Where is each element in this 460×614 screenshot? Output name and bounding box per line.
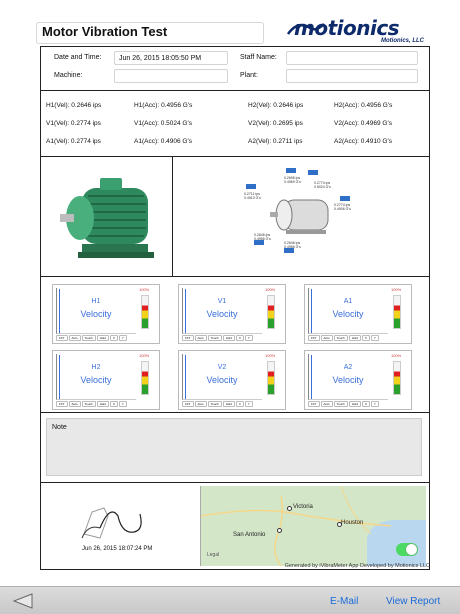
map-city: Houston xyxy=(341,520,364,526)
svg-text:0.2695 ips: 0.2695 ips xyxy=(284,176,301,180)
divider xyxy=(40,412,430,413)
chart-measure-type: Velocity xyxy=(332,375,364,385)
reading-v1-vel: V1(Vel): 0.2774 ips xyxy=(46,120,101,127)
chart-button[interactable]: X xyxy=(362,401,370,407)
plant-label: Plant: xyxy=(240,72,258,79)
chart-button[interactable]: Y xyxy=(245,335,253,341)
chart-sensor-name: H1 xyxy=(91,298,101,305)
chart-button[interactable]: Hold xyxy=(223,335,235,341)
chart-measure-type: Velocity xyxy=(80,309,112,319)
chart-button[interactable]: Hold xyxy=(97,401,109,407)
svg-text:0.5024 G's: 0.5024 G's xyxy=(314,185,331,189)
chart-measure-type: Velocity xyxy=(206,309,238,319)
chart-button[interactable]: FFT xyxy=(308,335,320,341)
divider xyxy=(40,156,430,157)
motionics-logo xyxy=(286,16,426,46)
chart-sensor-name: V1 xyxy=(217,298,227,305)
signature-image xyxy=(64,494,184,550)
svg-text:0.4906 G's: 0.4906 G's xyxy=(334,207,351,211)
svg-text:0.4956 G's: 0.4956 G's xyxy=(284,245,301,249)
chart-percent: 100% xyxy=(391,353,402,358)
chart-button[interactable]: X xyxy=(110,335,118,341)
chart-percent: 100% xyxy=(139,353,150,358)
severity-bar xyxy=(267,361,275,395)
reading-h2-vel: H2(Vel): 0.2646 ips xyxy=(248,102,304,109)
chart-button[interactable]: Auto xyxy=(69,335,81,341)
svg-text:0.2646 ips: 0.2646 ips xyxy=(254,233,271,237)
machine-field[interactable] xyxy=(114,69,228,83)
chart-button[interactable]: Y xyxy=(119,401,127,407)
chart-button[interactable]: Auto xyxy=(321,335,333,341)
divider xyxy=(40,90,430,91)
chart-sensor-name: A2 xyxy=(343,364,353,371)
chart-button[interactable]: Hold xyxy=(349,335,361,341)
reading-a2-acc: A2(Acc): 0.4910 G's xyxy=(334,138,392,145)
email-button[interactable]: E-Mail xyxy=(330,596,359,607)
severity-bar xyxy=(267,295,275,329)
chart-button[interactable]: Auto xyxy=(69,401,81,407)
chart-button[interactable]: Touch xyxy=(334,401,348,407)
chart-button[interactable]: Auto xyxy=(195,401,207,407)
chart-buttons xyxy=(56,401,127,407)
logo-subtext: Motionics, LLC xyxy=(381,38,424,44)
chart-button[interactable]: Touch xyxy=(208,401,222,407)
reading-h2-acc: H2(Acc): 0.4956 G's xyxy=(334,102,393,109)
staff-field[interactable] xyxy=(286,51,418,65)
reading-a1-vel: A1(Vel): 0.2774 ips xyxy=(46,138,101,145)
chart-button[interactable]: Touch xyxy=(82,401,96,407)
map-pin xyxy=(277,528,282,533)
location-map[interactable] xyxy=(200,486,426,566)
chart-button[interactable]: Hold xyxy=(223,401,235,407)
chart-button[interactable]: FFT xyxy=(308,401,320,407)
map-toggle[interactable] xyxy=(396,543,418,556)
severity-bar xyxy=(141,361,149,395)
vibration-chart-h1[interactable] xyxy=(52,284,160,344)
chart-button[interactable]: Y xyxy=(119,335,127,341)
divider xyxy=(172,156,173,276)
reading-a1-acc: A1(Acc): 0.4906 G's xyxy=(134,138,192,145)
chart-percent: 100% xyxy=(265,353,276,358)
map-pin xyxy=(287,506,292,511)
svg-text:0.2711 ips: 0.2711 ips xyxy=(244,192,260,196)
date-label: Date and Time: xyxy=(54,54,102,61)
reading-a2-vel: A2(Vel): 0.2711 ips xyxy=(248,138,303,145)
chart-button[interactable]: Y xyxy=(245,401,253,407)
chart-sensor-name: V2 xyxy=(217,364,227,371)
plant-field[interactable] xyxy=(286,69,418,83)
chart-buttons xyxy=(308,401,379,407)
chart-button[interactable]: Auto xyxy=(195,335,207,341)
chart-button[interactable]: Auto xyxy=(321,401,333,407)
chart-button[interactable]: Hold xyxy=(349,401,361,407)
chart-buttons xyxy=(308,335,379,341)
signature-date: Jun 26, 2015 18:07:24 PM xyxy=(82,546,153,552)
vibration-chart-a2[interactable] xyxy=(304,350,412,410)
vibration-chart-a1[interactable] xyxy=(304,284,412,344)
chart-button[interactable]: Y xyxy=(371,335,379,341)
chart-sensor-name: A1 xyxy=(343,298,353,305)
motor-photo xyxy=(58,174,162,266)
map-roads xyxy=(201,486,426,566)
logo-text: motionics xyxy=(294,16,400,40)
machine-label: Machine: xyxy=(54,72,83,79)
severity-bar xyxy=(393,361,401,395)
divider xyxy=(40,482,430,483)
chart-percent: 100% xyxy=(391,287,402,292)
reading-v1-acc: V1(Acc): 0.5024 G's xyxy=(134,120,192,127)
divider xyxy=(40,276,430,277)
chart-button[interactable]: X xyxy=(236,335,244,341)
motor-sensor-diagram xyxy=(240,166,358,258)
severity-bar xyxy=(141,295,149,329)
chart-button[interactable]: X xyxy=(362,335,370,341)
chart-button[interactable]: Y xyxy=(371,401,379,407)
severity-bar xyxy=(393,295,401,329)
chart-button[interactable]: Touch xyxy=(82,335,96,341)
chart-button[interactable]: FFT xyxy=(182,335,194,341)
chart-button[interactable]: X xyxy=(110,401,118,407)
chart-sensor-name: H2 xyxy=(91,364,101,371)
chart-percent: 100% xyxy=(265,287,276,292)
chart-button[interactable]: FFT xyxy=(182,401,194,407)
chart-button[interactable]: Touch xyxy=(334,335,348,341)
note-label: Note xyxy=(52,424,67,431)
reading-v2-acc: V2(Acc): 0.4969 G's xyxy=(334,120,392,127)
chart-button[interactable]: X xyxy=(236,401,244,407)
reading-h1-acc: H1(Acc): 0.4956 G's xyxy=(134,102,193,109)
svg-text:0.2646 ips: 0.2646 ips xyxy=(284,241,301,245)
chart-button[interactable]: Touch xyxy=(208,335,222,341)
map-legal-link[interactable]: Legal xyxy=(207,552,220,558)
svg-text:0.4969 G's: 0.4969 G's xyxy=(284,180,301,184)
vibration-chart-v1[interactable] xyxy=(178,284,286,344)
chart-measure-type: Velocity xyxy=(80,375,112,385)
chart-button[interactable]: FFT xyxy=(56,401,68,407)
chart-button[interactable]: Hold xyxy=(97,335,109,341)
map-city: Victoria xyxy=(293,504,313,510)
back-arrow-icon[interactable] xyxy=(10,592,34,610)
chart-button[interactable]: FFT xyxy=(56,335,68,341)
chart-measure-type: Velocity xyxy=(332,309,364,319)
chart-buttons xyxy=(182,335,253,341)
note-field[interactable] xyxy=(46,418,422,476)
reading-v2-vel: V2(Vel): 0.2695 ips xyxy=(248,120,303,127)
vibration-chart-h2[interactable] xyxy=(52,350,160,410)
generated-by-note: Generated by iVibraMeter App Developed by Motionics LLC xyxy=(284,563,430,569)
svg-text:0.4910 G's: 0.4910 G's xyxy=(244,196,261,200)
map-city: San Antonio xyxy=(233,532,266,538)
svg-text:0.2774 ips: 0.2774 ips xyxy=(314,181,331,185)
chart-percent: 100% xyxy=(139,287,150,292)
date-value: Jun 26, 2015 18:05:50 PM xyxy=(119,55,202,62)
vibration-chart-v2[interactable] xyxy=(178,350,286,410)
chart-measure-type: Velocity xyxy=(206,375,238,385)
staff-label: Staff Name: xyxy=(240,54,277,61)
svg-text:0.4956 G's: 0.4956 G's xyxy=(254,237,271,241)
reading-h1-vel: H1(Vel): 0.2646 ips xyxy=(46,102,102,109)
chart-buttons xyxy=(56,335,127,341)
page-title: Motor Vibration Test xyxy=(42,24,168,39)
svg-text:0.2774 ips: 0.2774 ips xyxy=(334,203,351,207)
chart-buttons xyxy=(182,401,253,407)
view-report-button[interactable]: View Report xyxy=(386,596,441,607)
